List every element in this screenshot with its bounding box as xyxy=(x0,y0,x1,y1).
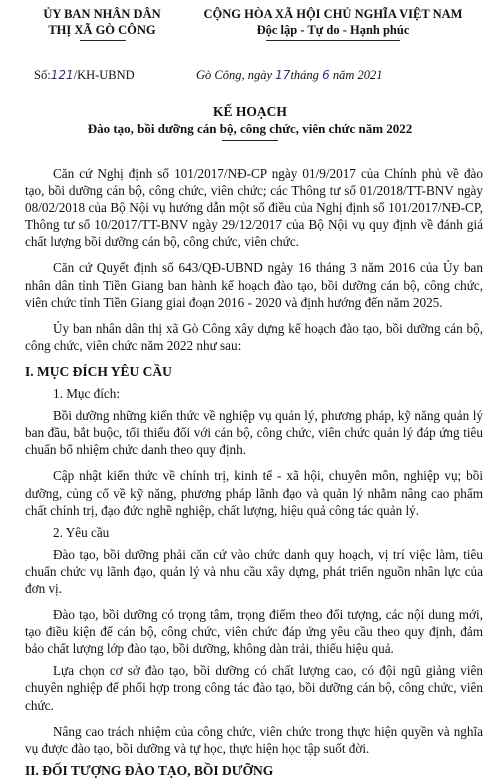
document-number: Số:121/KH-UBND xyxy=(34,68,135,82)
section-heading-targets: II. ĐỐI TƯỢNG ĐÀO TẠO, BỒI DƯỠNG xyxy=(25,762,274,778)
issue-date: Gò Công, ngày 17tháng 6 năm 2021 xyxy=(196,68,383,82)
authority-line-1: ỦY BAN NHÂN DÂN xyxy=(43,7,161,21)
subheading-purpose: 1. Mục đích: xyxy=(53,386,121,402)
national-motto xyxy=(178,6,488,38)
title-underline xyxy=(222,140,278,141)
paragraph-requirement-1: Đào tạo, bồi dưỡng phải căn cứ vào chức danh quy hoạch, vị trí việc làm, tiêu chuẩn chức vụ lãnh đạo, quản lý và nhu cầu xây dựng, phát triển nguồn nhân lực của đơn vị. xyxy=(25,546,483,596)
paragraph-requirement-2: Đào tạo, bồi dưỡng có trọng tâm, trọng điểm theo đối tượng, các nội dung mới, tạo điều kiện để cán bộ, công chức, viên chức đáp ứng yêu cầu theo quy định, đảm bảo chất lượng lớp đào tạo, bồi dưỡng, không dàn trải, thiếu hiệu quả. xyxy=(25,607,483,657)
authority-line-2: THỊ XÃ GÒ CÔNG xyxy=(48,23,156,37)
paragraph-legal-basis-1: Căn cứ Nghị định số 101/2017/NĐ-CP ngày 01/9/2017 của Chính phủ về đào tạo, bồi dưỡng cán bộ, công chức, viên chức; các Thông tư số 01/2018/TT-BNV ngày 08/02/2018 của Bộ Nội vụ hướng dẫn một số điều của Nghị định số 101/2017/NĐ-CP, Thông tư số 10/2017/TT-BNV ngày 29/12/2017 của Bộ Nội vụ quy định về đánh giá chất lượng bồi dưỡng cán bộ, công chức, viên chức. xyxy=(25,166,483,250)
subheading-requirements: 2. Yêu cầu xyxy=(53,524,110,540)
nation-name: CỘNG HÒA XÃ HỘI CHỦ NGHĨA VIỆT NAM xyxy=(203,7,463,21)
paragraph-purpose-1: Bồi dưỡng những kiến thức về nghiệp vụ quản lý, phương pháp, kỹ năng quản lý ban đầu, bắt buộc, tối thiểu đối với cán bộ, công chức, viên chức quản lý đáp ứng tiêu chuẩn bổ nhiệm chức danh theo quy định. xyxy=(25,408,483,458)
section-heading-purpose: I. MỤC ĐÍCH YÊU CẦU xyxy=(25,363,172,379)
paragraph-purpose-2: Cập nhật kiến thức về chính trị, kinh tế - xã hội, chuyên môn, nghiệp vụ; bồi dưỡng, củng cố về kỹ năng, phương pháp lãnh đạo và quản lý nhằm nâng cao phẩm chất chính trị, đạo đức nghề nghiệp, chất lượng, hiệu quả công tác quản lý. xyxy=(25,468,483,518)
issuing-authority xyxy=(22,6,182,38)
motto-underline xyxy=(266,40,400,41)
handwritten-day: 17 xyxy=(275,68,291,82)
document-body xyxy=(25,165,483,784)
paragraph-legal-basis-2: Căn cứ Quyết định số 643/QĐ-UBND ngày 16 tháng 3 năm 2016 của Ủy ban nhân dân tỉnh Tiền Giang ban hành kế hoạch đào tạo, bồi dưỡng cán bộ, công chức, viên chức tỉnh Tiền Giang giai đoạn 2016 - 2020 và định hướng đến năm 2025. xyxy=(25,260,483,310)
paragraph-requirement-3: Lựa chọn cơ sở đào tạo, bồi dưỡng có chất lượng cao, có đội ngũ giảng viên chuyên nghiệp để phối hợp trong công tác đào tạo, bồi dưỡng cán bộ, công chức, viên chức. xyxy=(25,663,483,713)
motto: Độc lập - Tự do - Hạnh phúc xyxy=(256,23,410,37)
handwritten-number: 121 xyxy=(50,68,74,82)
authority-underline xyxy=(80,40,126,41)
paragraph-requirement-4: Nâng cao trách nhiệm của công chức, viên chức trong thực hiện quyền và nghĩa vụ được đào tạo, bồi dưỡng và tự học, thực hiện học tập suốt đời. xyxy=(25,723,483,756)
paragraph-intro: Ủy ban nhân dân thị xã Gò Công xây dựng kế hoạch đào tạo, bồi dưỡng cán bộ, công chức, viên chức năm 2022 như sau: xyxy=(25,320,483,353)
document-type-title: KẾ HOẠCH xyxy=(213,104,287,119)
handwritten-month: 6 xyxy=(322,68,330,82)
document-subject: Đào tạo, bồi dưỡng cán bộ, công chức, viên chức năm 2022 xyxy=(87,121,413,136)
